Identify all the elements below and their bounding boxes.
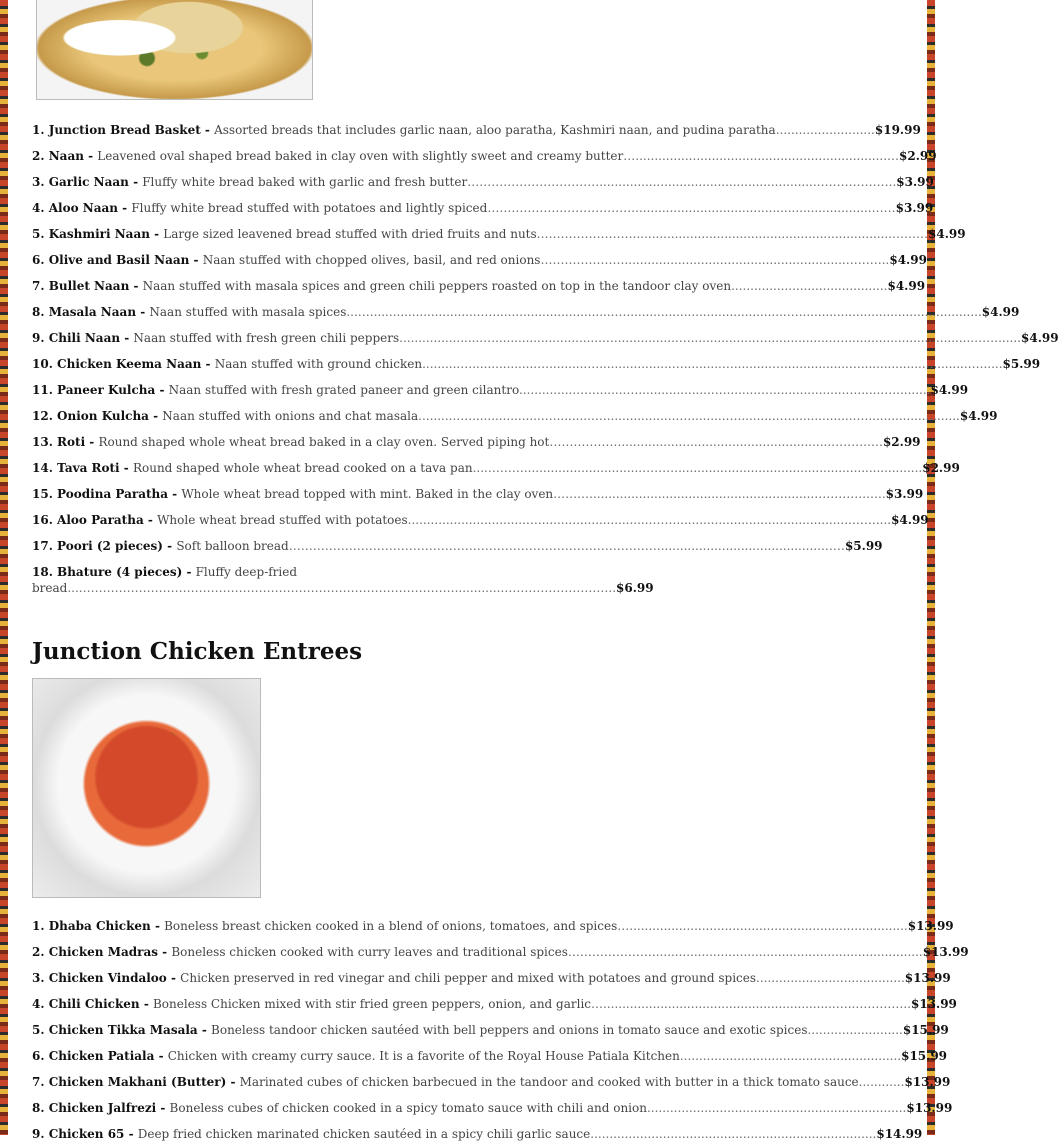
menu-item-price: $13.99 bbox=[904, 971, 951, 985]
menu-item bbox=[32, 252, 927, 268]
menu-item-description: Naan stuffed with fresh green chili peppers bbox=[133, 331, 400, 345]
menu-item bbox=[32, 1126, 923, 1142]
dot-leader: ...….............................…................................…..........................................…................................................ bbox=[346, 305, 982, 319]
menu-item-name: 12. Onion Kulcha - bbox=[32, 409, 163, 423]
menu-item-name: 16. Aloo Paratha - bbox=[32, 513, 158, 527]
bread-basket-photo bbox=[36, 0, 313, 100]
dot-leader: …..................................................................… bbox=[623, 149, 900, 163]
menu-item-name: 6. Chicken Patiala - bbox=[32, 1049, 168, 1063]
menu-item bbox=[32, 226, 966, 242]
menu-item-price: $6.99 bbox=[616, 581, 654, 595]
menu-item-name: 1. Junction Bread Basket - bbox=[32, 123, 215, 137]
menu-item-description: Naan stuffed with ground chicken bbox=[214, 357, 423, 371]
menu-item-name: 5. Kashmiri Naan - bbox=[32, 227, 164, 241]
menu-item-description: Fluffy deep-fried bread bbox=[32, 565, 298, 595]
menu-item-price: $4.99 bbox=[928, 227, 966, 241]
menu-item bbox=[32, 174, 934, 190]
dot-leader: ......................................... bbox=[731, 279, 888, 293]
menu-item bbox=[32, 460, 960, 476]
dot-leader: ……………….………………..............................................................…… bbox=[487, 201, 896, 215]
menu-item-description: Round shaped whole wheat bread cooked on a tava pan bbox=[132, 461, 473, 475]
menu-item-price: $5.99 bbox=[1002, 357, 1041, 371]
menu-item bbox=[32, 330, 1059, 346]
menu-item bbox=[32, 970, 951, 986]
menu-item-name: 3. Garlic Naan - bbox=[32, 175, 143, 189]
menu-item bbox=[32, 1048, 948, 1064]
menu-item-price: $15.99 bbox=[901, 1049, 948, 1063]
menu-item-price: $4.99 bbox=[981, 305, 1020, 319]
dot-leader: ...............................….............................……...............................................…….... bbox=[407, 513, 892, 527]
dot-leader: ............ bbox=[858, 1075, 905, 1089]
menu-item-name: 11. Paneer Kulcha - bbox=[32, 383, 169, 397]
dot-leader: ……………………....................................................................……… bbox=[536, 227, 929, 241]
menu-item-description: Assorted breads that includes garlic naan, aloo paratha, Kashmiri naan, and pudina paratha bbox=[214, 123, 776, 137]
menu-item-description: Chicken with creamy curry sauce. It is a favorite of the Royal House Patiala Kitchen bbox=[167, 1049, 680, 1063]
menu-item-price: $2.99 bbox=[899, 149, 937, 163]
menu-item-description: Boneless Chicken mixed with stir fried green peppers, onion, and garlic bbox=[152, 997, 592, 1011]
menu-item bbox=[32, 996, 957, 1012]
dot-leader: ...............…..........…...................…..........…...................…......….......... bbox=[518, 383, 931, 397]
menu-item bbox=[32, 1022, 949, 1038]
menu-item bbox=[32, 278, 926, 294]
menu-item bbox=[32, 1100, 953, 1116]
decorative-border-right bbox=[927, 0, 935, 1135]
menu-item bbox=[32, 1074, 951, 1090]
menu-item-price: $3.99 bbox=[895, 201, 934, 215]
menu-item-description: Boneless chicken cooked with curry leaves and traditional spices bbox=[171, 945, 568, 959]
menu-item-name: 4. Chili Chicken - bbox=[32, 997, 153, 1011]
decorative-border-left bbox=[0, 0, 8, 1135]
menu-item bbox=[32, 382, 969, 398]
menu-item bbox=[32, 434, 923, 450]
dot-leader: ........................................................................... bbox=[590, 1127, 877, 1141]
menu-item-description: Boneless tandoor chicken sautéed with bell peppers and onions in tomato sauce and exotic spices bbox=[211, 1023, 808, 1037]
menu-item-name: 9. Chicken 65 - bbox=[32, 1127, 138, 1141]
menu-item-name: 6. Olive and Basil Naan - bbox=[32, 253, 203, 267]
dot-leader: ....................................... bbox=[756, 971, 905, 985]
menu-item-price: $2.99 bbox=[882, 435, 921, 449]
menu-item-price: $13.99 bbox=[910, 997, 957, 1011]
menu-item-description: Round shaped whole wheat bread baked in a clay oven. Served piping hot bbox=[98, 435, 550, 449]
dot-leader: ......................…............................….................….................….................…..................................……...... bbox=[399, 331, 1021, 345]
menu-item-description: Whole wheat bread stuffed with potatoes bbox=[157, 513, 408, 527]
dot-leader: .......................................................... bbox=[679, 1049, 902, 1063]
menu-item-name: 2. Naan - bbox=[32, 149, 98, 163]
menu-item bbox=[32, 918, 954, 934]
menu-item bbox=[32, 538, 923, 554]
menu-item-name: 17. Poori (2 pieces) - bbox=[32, 539, 177, 553]
dot-leader: ……………….......................................................……….… bbox=[549, 435, 883, 449]
menu-item-name: 7. Bullet Naan - bbox=[32, 279, 143, 293]
menu-item-price: $4.99 bbox=[930, 383, 969, 397]
menu-item-name: 2. Chicken Madras - bbox=[32, 945, 172, 959]
menu-item-price: $13.99 bbox=[922, 945, 969, 959]
menu-item-price: $13.99 bbox=[906, 1101, 953, 1115]
menu-item-description: Fluffy white bread stuffed with potatoes and lightly spiced bbox=[131, 201, 488, 215]
menu-item bbox=[32, 148, 937, 164]
dot-leader: …………………………………………………………………………………..........................................…… bbox=[288, 539, 845, 553]
menu-item-description: Whole wheat bread topped with mint. Baked in the clay oven bbox=[181, 487, 554, 501]
menu-item-price: $14.99 bbox=[876, 1127, 923, 1141]
menu-item-name: 5. Chicken Tikka Masala - bbox=[32, 1023, 212, 1037]
menu-item-description: Deep fried chicken marinated chicken sautéed in a spicy chili garlic sauce bbox=[137, 1127, 591, 1141]
menu-item-price: $4.99 bbox=[891, 513, 929, 527]
dot-leader: …….…..........................................................………….….. bbox=[553, 487, 886, 501]
menu-item-name: 4. Aloo Naan - bbox=[32, 201, 132, 215]
menu-item bbox=[32, 512, 929, 528]
menu-item-description: Naan stuffed with onions and chat masala bbox=[162, 409, 419, 423]
dot-leader: ......................... bbox=[807, 1023, 903, 1037]
dot-leader: .................................................................... bbox=[646, 1101, 907, 1115]
dot-leader: ..........….................…..........…...................…..........…..........….................…............................…...... bbox=[422, 357, 1003, 371]
menu-item-price: $4.99 bbox=[1021, 331, 1059, 345]
dot-leader: …………………………….........................................................……………….. bbox=[467, 175, 897, 189]
dot-leader: ....…………………………………………………………………………………............……………………….. bbox=[67, 581, 617, 595]
menu-item-name: 1. Dhaba Chicken - bbox=[32, 919, 165, 933]
menu-item bbox=[32, 304, 1020, 320]
menu-item-description: Naan stuffed with chopped olives, basil, and red onions bbox=[202, 253, 541, 267]
dot-leader: …………………....................................................................... bbox=[567, 945, 923, 959]
menu-item-description: Naan stuffed with fresh grated paneer and green cilantro bbox=[168, 383, 519, 397]
dot-leader: …......................................................................... bbox=[617, 919, 908, 933]
dot-leader: ....………...............................………................................................................ bbox=[472, 461, 923, 475]
dot-leader: .......................... bbox=[775, 123, 875, 137]
menu-item-name: 7. Chicken Makhani (Butter) - bbox=[32, 1075, 240, 1089]
menu-item bbox=[32, 944, 969, 960]
menu-item-name: 9. Chili Naan - bbox=[32, 331, 134, 345]
menu-item-name: 15. Poodina Paratha - bbox=[32, 487, 182, 501]
menu-item-description: Soft balloon bread bbox=[176, 539, 289, 553]
menu-item bbox=[32, 486, 923, 502]
menu-item-description: Boneless cubes of chicken cooked in a spicy tomato sauce with chili and onion bbox=[169, 1101, 647, 1115]
dot-leader: ….............................................................…..………….. bbox=[591, 997, 911, 1011]
menu-item bbox=[32, 564, 712, 596]
menu-item-description: Naan stuffed with masala spices and green chili peppers roasted on top in the tandoor clay oven bbox=[142, 279, 732, 293]
menu-item-name: 14. Tava Roti - bbox=[32, 461, 133, 475]
menu-item-name: 10. Chicken Keema Naan - bbox=[32, 357, 215, 371]
menu-item-price: $13.99 bbox=[907, 919, 954, 933]
menu-item bbox=[32, 200, 934, 216]
menu-item-description: Leavened oval shaped bread baked in clay oven with slightly sweet and creamy butter bbox=[97, 149, 624, 163]
menu-item bbox=[32, 408, 998, 424]
menu-item-name: 8. Masala Naan - bbox=[32, 305, 150, 319]
menu-item bbox=[32, 356, 1041, 372]
section-title-chicken-entrees: Junction Chicken Entrees bbox=[32, 638, 363, 665]
menu-item-price: $3.99 bbox=[896, 175, 934, 189]
menu-item-description: Large sized leavened bread stuffed with dried fruits and nuts bbox=[163, 227, 537, 241]
menu-item-name: 18. Bhature (4 pieces) - bbox=[32, 565, 196, 579]
menu-item-description: Marinated cubes of chicken barbecued in the tandoor and cooked with butter in a thick tomato sauce bbox=[239, 1075, 859, 1089]
menu-item-description: Fluffy white bread baked with garlic and fresh butter bbox=[142, 175, 468, 189]
menu-item-name: 3. Chicken Vindaloo - bbox=[32, 971, 181, 985]
menu-item-price: $5.99 bbox=[844, 539, 883, 553]
menu-item-price: $15.99 bbox=[902, 1023, 949, 1037]
menu-item-name: 13. Roti - bbox=[32, 435, 99, 449]
dot-leader: ..........…...................…..........…...................…..........…..........….................…......................... bbox=[418, 409, 960, 423]
menu-item-description: Boneless breast chicken cooked in a blend of onions, tomatoes, and spices bbox=[164, 919, 618, 933]
menu-item-price: $2.99 bbox=[922, 461, 960, 475]
menu-item bbox=[32, 122, 923, 138]
menu-item-price: $4.99 bbox=[959, 409, 998, 423]
menu-item-price: $13.99 bbox=[904, 1075, 951, 1089]
dot-leader: …………………..........................................................……….. bbox=[540, 253, 890, 267]
menu-item-price: $19.99 bbox=[874, 123, 921, 137]
menu-item-name: 8. Chicken Jalfrezi - bbox=[32, 1101, 170, 1115]
menu-item-price: $4.99 bbox=[887, 279, 926, 293]
menu-item-description: Chicken preserved in red vinegar and chili pepper and mixed with potatoes and ground spices bbox=[180, 971, 757, 985]
menu-item-price: $3.99 bbox=[885, 487, 924, 501]
chicken-entree-photo bbox=[32, 678, 261, 898]
menu-item-price: $4.99 bbox=[889, 253, 927, 267]
menu-item-description: Naan stuffed with masala spices bbox=[149, 305, 347, 319]
